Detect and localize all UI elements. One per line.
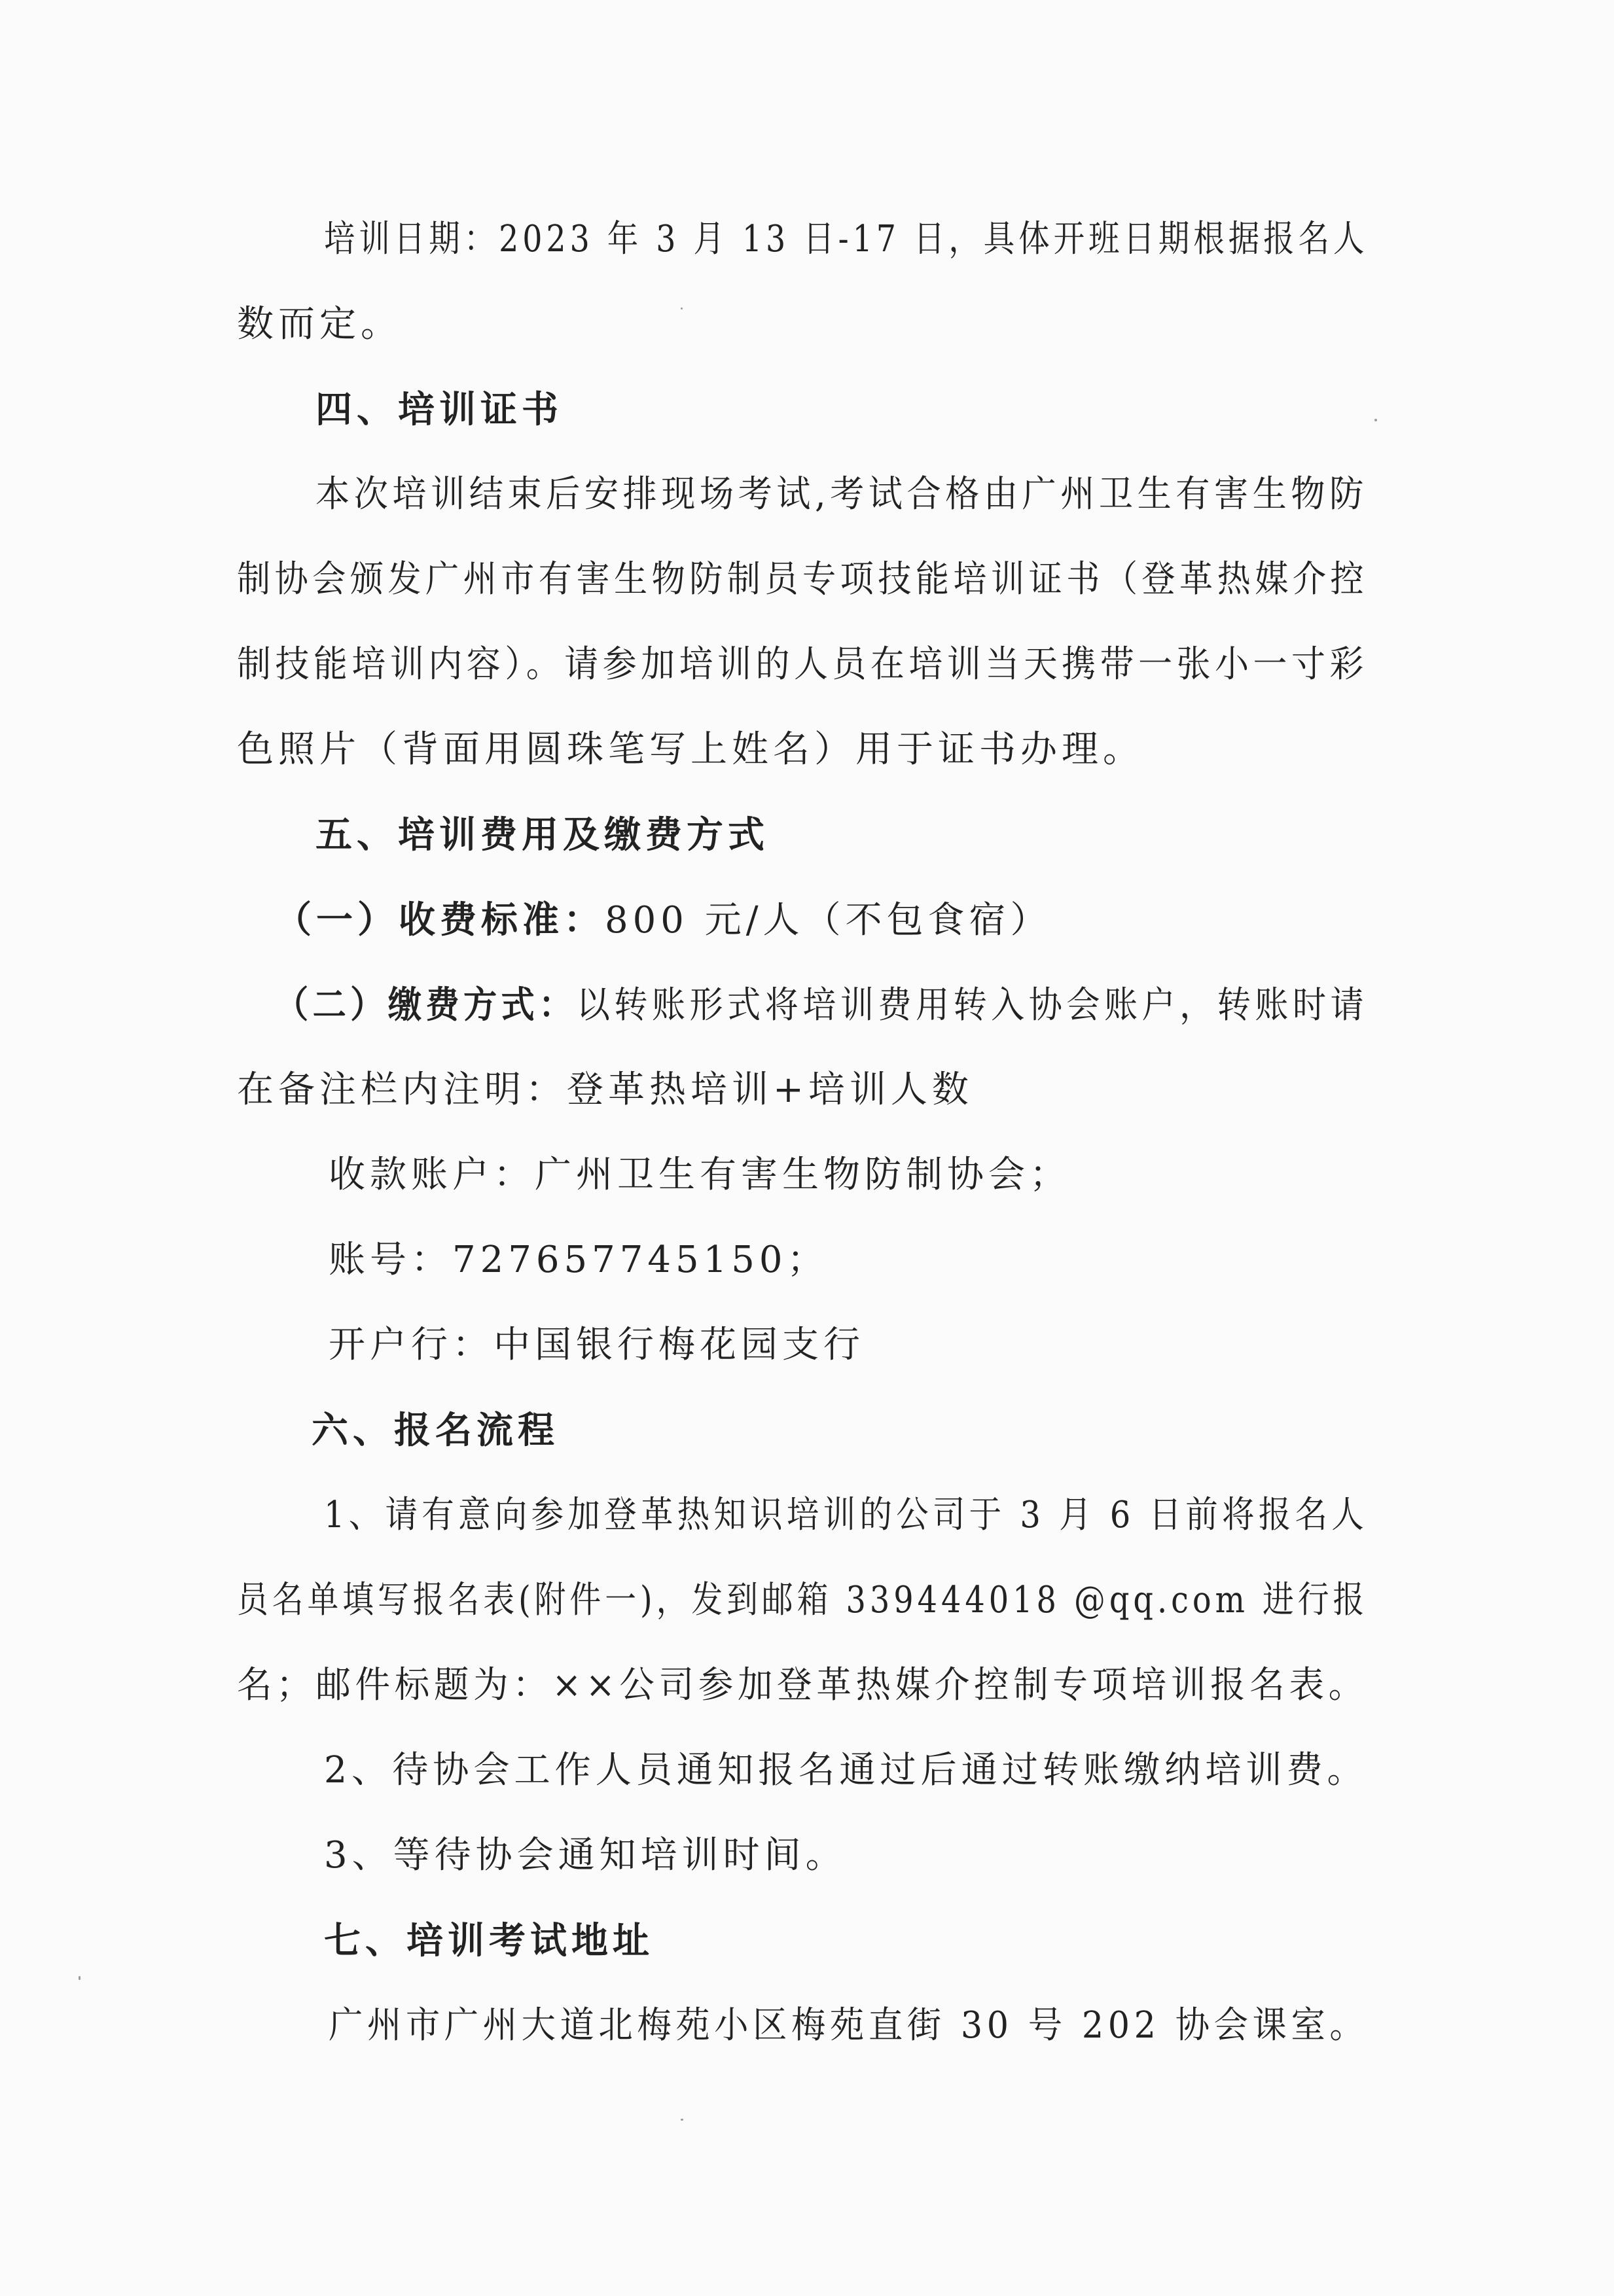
- date-paragraph-line-1: 培训日期：2023 年 3 月 13 日-17 日，具体开班日期根据报名人: [324, 218, 1369, 260]
- section-4-line-1: 本次培训结束后安排现场考试,考试合格由广州卫生有害生物防: [315, 473, 1368, 516]
- section-7-heading: 七、培训考试地址: [324, 1919, 654, 1962]
- scan-speck: [681, 2119, 683, 2121]
- step-2-line: 2、待协会工作人员通知报名通过后通过转账缴纳培训费。: [324, 1749, 1368, 1792]
- section-4-line-3: 制技能培训内容）。请参加培训的人员在培训当天携带一张小一寸彩: [237, 643, 1368, 686]
- fee-standard-line: [275, 896, 1052, 944]
- date-paragraph-line-2: 数而定。: [237, 303, 402, 345]
- fee-standard-label: （一）收费标准：: [275, 898, 605, 942]
- scan-speck: [681, 308, 683, 309]
- step-1-line-3: 名；邮件标题为：××公司参加登革热媒介控制专项培训报名表。: [237, 1664, 1368, 1706]
- step-3-line: 3、等待协会通知培训时间。: [324, 1834, 847, 1877]
- section-5-heading: 五、培训费用及缴费方式: [315, 813, 769, 857]
- section-6-heading: 六、报名流程: [312, 1409, 559, 1452]
- step-1-line-1: 1、请有意向参加登革热知识培训的公司于 3 月 6 日前将报名人: [324, 1494, 1369, 1536]
- step-1-line-2: 员名单填写报名表(附件一)，发到邮箱 339444018 @qq.com 进行报: [237, 1579, 1369, 1621]
- payment-method-text: 以转账形式将培训费用转入协会账户，转账时请: [576, 984, 1369, 1027]
- section-4-heading: 四、培训证书: [315, 388, 563, 431]
- section-4-line-4: 色照片（背面用圆珠笔写上姓名）用于证书办理。: [237, 728, 1144, 771]
- payment-method-line-2: 在备注栏内注明：登革热培训+培训人数: [237, 1069, 973, 1111]
- payment-method-line-1: [275, 981, 1368, 1029]
- section-4-line-2: 制协会颁发广州市有害生物防制员专项技能培训证书（登革热媒介控: [237, 558, 1369, 601]
- account-name-line: 收款账户：广州卫生有害生物防制协会；: [329, 1154, 1071, 1196]
- payment-method-label: （二）缴费方式：: [275, 983, 577, 1027]
- address-line: 广州市广州大道北梅苑小区梅苑直街 30 号 202 协会课室。: [329, 2004, 1369, 2047]
- bank-line: 开户行：中国银行梅花园支行: [329, 1324, 865, 1366]
- scan-speck: [1374, 419, 1377, 421]
- scan-speck: [79, 1976, 81, 1980]
- fee-standard-value: 800 元/人（不包食宿）: [605, 899, 1052, 942]
- account-number-line: 账号：727657745150；: [329, 1239, 829, 1281]
